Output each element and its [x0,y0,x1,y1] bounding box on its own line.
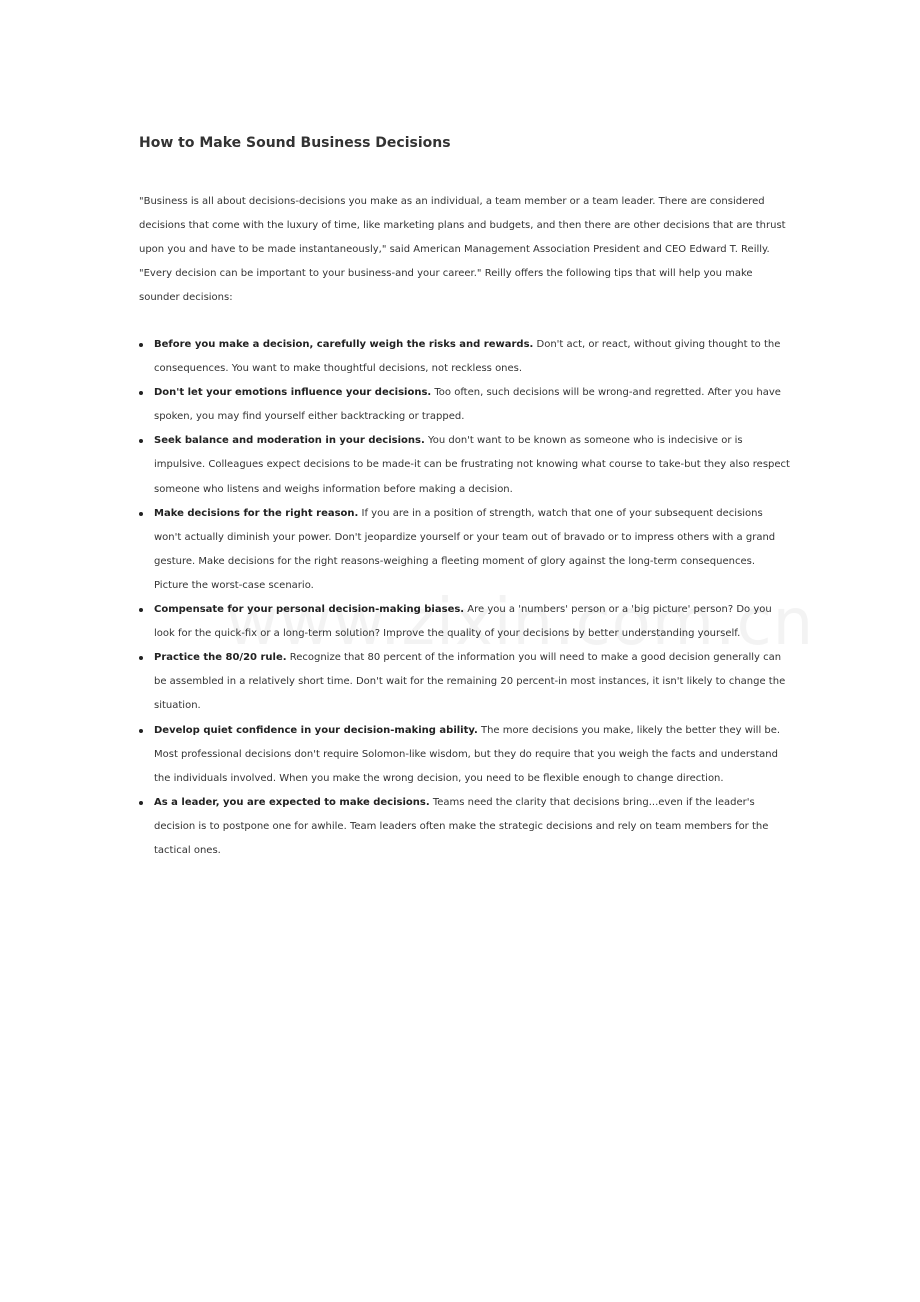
tip-body: The more decisions you make, likely the better they will be. Most professional decisions don't require Solomon-like wisdom, but they do require that you weigh the facts and understand the individuals involved. When you make the wrong decision, you need to be flexible enough to change direction. [154,724,781,784]
bullet-icon [139,729,143,733]
tip-body: You don't want to be known as someone who is indecisive or is impulsive. Colleagues expect decisions to be made-it can be frustrating not knowing what course to take-but they also respect someone who listens and weighs information before making a decision. [154,435,790,495]
tip-body: Are you a 'numbers' person or a 'big picture' person? Do you look for the quick-fix or a long-term solution? Improve the quality of your decisions by better understanding yourself. [154,604,772,640]
tip-body: Too often, such decisions will be wrong-and regretted. After you have spoken, you may find yourself either backtracking or trapped. [154,387,781,423]
tip-heading: Before you make a decision, carefully weigh the risks and rewards. [154,339,534,350]
bullet-icon [139,439,143,443]
tip-item [139,381,791,429]
bullet-icon [139,801,143,805]
tip-heading: Develop quiet confidence in your decision-making ability. [154,724,478,736]
bullet-icon [139,608,143,612]
tips-list [139,333,791,863]
intro-paragraph: "Business is all about decisions-decisions you make as an individual, a team member or a team leader. There are considered decisions that come with the luxury of time, like marketing plans and budgets, and then there are other decisions that are thrust upon you and have to be made instantaneously," said American Management Association President and CEO Edward T. Reilly. "Every decision can be important to your business-and your career." Reilly offers the following tips that will help you make sounder decisions: [139,196,786,304]
tip-item [139,333,791,381]
tip-body: If you are in a position of strength, watch that one of your subsequent decisions won't actually diminish your power. Don't jeopardize yourself or your team out of bravado or to impress others with a grand gesture. Make decisions for the right reasons-weighing a fleeting moment of glory against the long-term consequences. Picture the worst-case scenario. [154,507,776,591]
tip-heading: Make decisions for the right reason. [154,507,359,519]
bullet-icon [139,343,143,347]
tip-heading: Seek balance and moderation in your decisions. [154,435,425,447]
tip-heading: Don't let your emotions influence your decisions. [154,387,432,399]
tip-item [139,598,791,646]
bullet-icon [139,391,143,395]
tip-body: Don't act, or react, without giving thought to the consequences. You want to make thoughtful decisions, not reckless ones. [154,339,781,375]
tip-heading: As a leader, you are expected to make decisions. [154,796,430,808]
tip-item [139,429,791,501]
tip-heading: Compensate for your personal decision-making biases. [154,604,465,616]
tip-item [139,791,791,863]
tip-item [139,502,791,598]
tip-body: Recognize that 80 percent of the information you will need to make a good decision generally can be assembled in a relatively short time. Don't wait for the remaining 20 percent-in most instances, it isn't likely to change the situation. [154,652,786,712]
tip-item [139,646,791,718]
tip-item [139,719,791,791]
tip-body: Teams need the clarity that decisions bring...even if the leader's decision is to postpone one for awhile. Team leaders often make the strategic decisions and rely on team members for the tactical ones. [154,796,769,856]
bullet-icon [139,656,143,660]
document-title: How to Make Sound Business Decisions [139,135,451,151]
tip-heading: Practice the 80/20 rule. [154,652,287,664]
bullet-icon [139,512,143,516]
